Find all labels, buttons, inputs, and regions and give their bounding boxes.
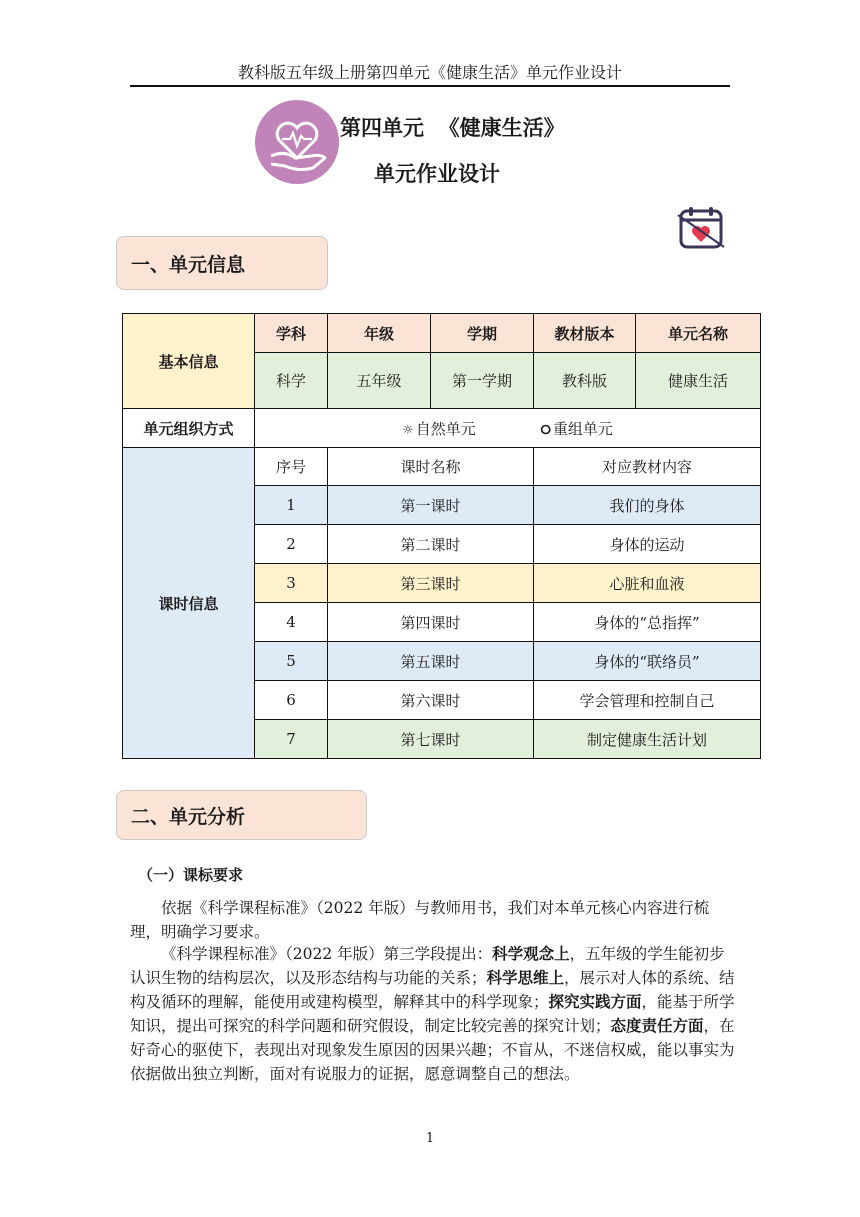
- paragraph-standards: [130, 942, 740, 1086]
- lesson-no: 1: [255, 486, 328, 525]
- lesson-content: 我们的身体: [534, 486, 761, 525]
- bold-term: 科学观念上: [492, 945, 570, 963]
- lesson-name: 第一课时: [328, 486, 534, 525]
- text-run: ，在好奇心的驱使下，表现出对现象发生原因的因果兴趣；不盲从，不迷信权威，能以事实为依据做出独立判断，面对有说服力的证据，愿意调整自己的想法。: [130, 1017, 735, 1083]
- sun-radio-icon: ☼: [402, 422, 414, 438]
- radio-label: 自然单元: [415, 419, 476, 438]
- lesson-no: 2: [255, 525, 328, 564]
- org-method-options: [255, 409, 761, 448]
- lesson-name: 第七课时: [328, 720, 534, 759]
- header-rule: [130, 85, 730, 87]
- sub-heading-curriculum: （一）课标要求: [138, 866, 244, 884]
- lesson-content: 心脏和血液: [534, 564, 761, 603]
- lesson-name: 第二课时: [328, 525, 534, 564]
- lesson-content: 学会管理和控制自己: [534, 681, 761, 720]
- table-cell: 五年级: [328, 353, 431, 409]
- lesson-no: 4: [255, 603, 328, 642]
- lesson-no: 6: [255, 681, 328, 720]
- table-cell: 科学: [255, 353, 328, 409]
- text-run: ，五年级的学生能初步认识生物的结构层次，以及形态结构与功能的关系；: [130, 945, 725, 987]
- lesson-content: 身体的“总指挥”: [534, 603, 761, 642]
- lesson-name: 第六课时: [328, 681, 534, 720]
- page-number: 1: [425, 1131, 435, 1146]
- bold-term: 探究实践方面: [548, 993, 642, 1011]
- column-header: 单元名称: [636, 314, 761, 353]
- unit-info-table: [122, 313, 761, 759]
- unit-title: 第四单元 《健康生活》: [340, 116, 565, 140]
- lesson-content: 身体的“联络员”: [534, 642, 761, 681]
- column-header: 课时名称: [328, 448, 534, 486]
- section-heading-unit-analysis: 二、单元分析: [116, 790, 367, 840]
- text-run: ，展示对人体的系统、结构及循环的理解，能使用或建构模型，解释其中的科学现象；: [130, 969, 735, 1011]
- column-header: 学期: [431, 314, 534, 353]
- paragraph-intro: 依据《科学课程标准》（2022 年版）与教师用书，我们对本单元核心内容进行梳理，明确学习要求。: [130, 899, 710, 941]
- column-header: 学科: [255, 314, 328, 353]
- column-header: 年级: [328, 314, 431, 353]
- ring-radio-icon: ⭘: [540, 422, 551, 438]
- unit-subtitle: 单元作业设计: [374, 162, 500, 186]
- table-cell: 健康生活: [636, 353, 761, 409]
- lesson-name: 第五课时: [328, 642, 534, 681]
- column-header: 对应教材内容: [534, 448, 761, 486]
- column-header: 教材版本: [534, 314, 636, 353]
- section-heading-unit-info: 一、单元信息: [116, 236, 328, 290]
- running-header: 教科版五年级上册第四单元《健康生活》单元作业设计: [237, 63, 622, 82]
- calendar-heart-icon: [676, 205, 726, 251]
- lesson-name: 第四课时: [328, 603, 534, 642]
- lesson-no: 3: [255, 564, 328, 603]
- bold-term: 态度责任方面: [610, 1017, 704, 1035]
- basic-info-label: 基本信息: [123, 314, 255, 409]
- table-cell: 第一学期: [431, 353, 534, 409]
- lesson-content: 身体的运动: [534, 525, 761, 564]
- text-run: ，能基于所学知识，提出可探究的科学问题和研究假设，制定比较完善的探究计划；: [130, 993, 735, 1035]
- table-cell: 教科版: [534, 353, 636, 409]
- bold-term: 科学思维上: [486, 969, 565, 987]
- lesson-content: 制定健康生活计划: [534, 720, 761, 759]
- text-run: 《科学课程标准》（2022 年版）第三学段提出：: [161, 945, 493, 963]
- radio-regrouped-unit[interactable]: [541, 418, 613, 439]
- lesson-name: 第三课时: [328, 564, 534, 603]
- radio-natural-unit[interactable]: [402, 418, 476, 439]
- lesson-no: 7: [255, 720, 328, 759]
- radio-label: 重组单元: [552, 419, 613, 438]
- lesson-no: 5: [255, 642, 328, 681]
- lesson-info-label: 课时信息: [123, 448, 255, 759]
- heart-hand-logo-icon: [255, 100, 339, 184]
- org-method-label: 单元组织方式: [123, 409, 255, 448]
- column-header: 序号: [255, 448, 328, 486]
